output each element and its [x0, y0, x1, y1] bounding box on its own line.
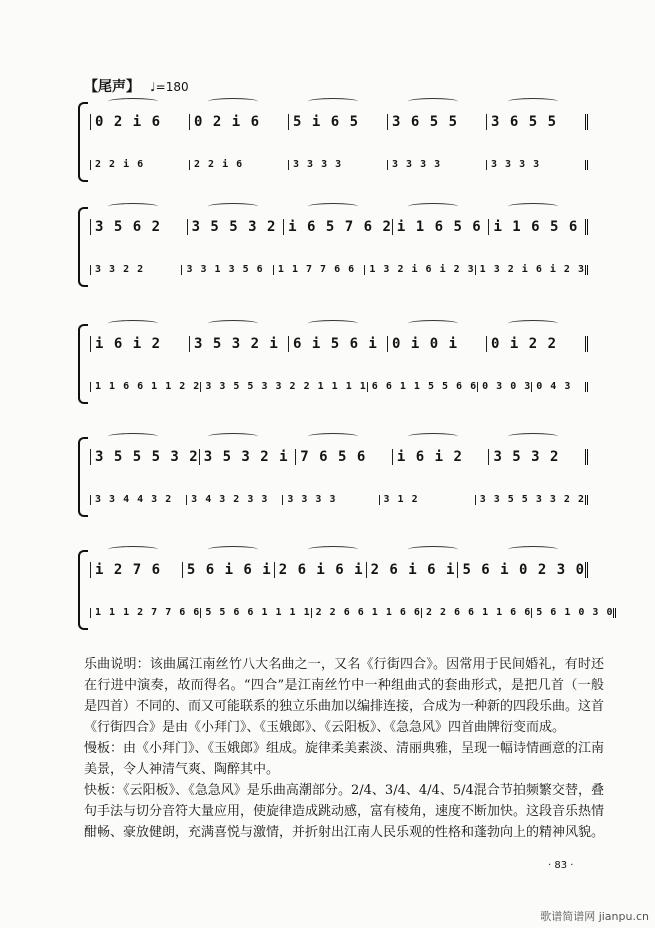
- measure: 2 2 6 6 1 1 6 6: [311, 608, 421, 618]
- slur-mark: [308, 433, 358, 440]
- measure: 3 3 3 3: [486, 160, 588, 170]
- slur-mark: [308, 203, 358, 210]
- measure: 1 1 6 6 1 1 2 2: [90, 382, 200, 392]
- melody-staff: [90, 209, 588, 235]
- measure: 0 4 3: [531, 382, 588, 392]
- slur-mark: [408, 433, 458, 440]
- measure: 3 5 3 2: [488, 449, 588, 465]
- measure: 3 3 3 3: [288, 160, 387, 170]
- slur-mark: [508, 203, 558, 210]
- measure: 2 6 i 6 i: [366, 562, 458, 578]
- slur-mark: [208, 320, 258, 327]
- measure: 3 3 3 3: [387, 160, 486, 170]
- measure: i 6 5 7 6 2: [283, 219, 392, 235]
- slur-mark: [508, 320, 558, 327]
- measure: 5 6 i 0 2 3 0: [457, 562, 588, 578]
- measure: i 1 6 5 6: [488, 219, 588, 235]
- page-number: · 83 ·: [548, 860, 574, 871]
- measure: 6 6 1 1 5 5 6 6: [367, 382, 477, 392]
- accompaniment-staff: [90, 249, 588, 275]
- description-paragraph-2: 慢板：由《小拜门》、《玉娥郎》组成。旋律柔美素淡、清丽典雅，呈现一幅诗情画意的江南美景，令人神清气爽、陶醉其中。: [84, 741, 605, 777]
- score-system: [78, 548, 614, 628]
- system-brace: [78, 324, 88, 404]
- score-system: [78, 205, 588, 285]
- measure: 3 3 3 3: [282, 495, 378, 505]
- score-system: [78, 100, 588, 180]
- melody-staff: [90, 439, 588, 465]
- system-brace: [78, 207, 88, 287]
- measure: 1 1 1 2 7 7 6 6: [90, 608, 200, 618]
- accompaniment-staff: [90, 144, 588, 170]
- measure: 3 3 5 5 3 3 2 2: [475, 495, 588, 505]
- slur-mark: [408, 320, 458, 327]
- measure: 1 1 7 7 6 6: [273, 265, 364, 275]
- slur-mark: [108, 433, 158, 440]
- slur-mark: [208, 546, 258, 553]
- accompaniment-staff: [90, 366, 588, 392]
- measure: 0 2 i 6: [189, 114, 288, 130]
- measure: 3 3 5 5 3 3 2 2 1 1 1 1: [200, 382, 366, 392]
- accompaniment-staff: [90, 479, 588, 505]
- measure: 2 2 6 6 1 1 6 6: [421, 608, 531, 618]
- measure: 3 5 5 5 3 2: [90, 449, 199, 465]
- slur-mark: [208, 203, 258, 210]
- measure: 5 5 6 6 1 1 1 1: [200, 608, 310, 618]
- measure: 3 5 5 3 2: [187, 219, 284, 235]
- slur-mark: [508, 98, 558, 105]
- slur-mark: [108, 320, 158, 327]
- measure: i 6 i 2: [392, 449, 489, 465]
- slur-mark: [108, 203, 158, 210]
- measure: 3 5 6 2: [90, 219, 187, 235]
- melody-staff: [90, 104, 588, 130]
- measure: 5 6 i 6 i: [182, 562, 274, 578]
- measure: 1 3 2 i 6 i 2 3: [364, 265, 474, 275]
- description-paragraph-1: 乐曲说明：该曲属江南丝竹八大名曲之一，又名《行街四合》。因常用于民间婚礼，有时还在行进中演奏，故而得名。“四合”是江南丝竹中一种组曲式的套曲形式，是把几首（一般是四首）不同的、而又可能联系的独立乐曲加以编排连接，合成为一种新的四段乐曲。这首《行街四合》是由《小拜门》、《玉娥郎》、《云阳板》、《急急风》四首曲牌衍变而成。: [84, 657, 605, 735]
- measure: i 2 7 6: [90, 562, 182, 578]
- measure: 0 i 2 2: [486, 336, 588, 352]
- slur-mark: [308, 98, 358, 105]
- accompaniment-staff: [90, 592, 614, 618]
- measure: 3 4 3 2 3 3: [186, 495, 282, 505]
- measure: 3 3 4 4 3 2: [90, 495, 186, 505]
- measure: 3 6 5 5: [387, 114, 486, 130]
- measure: 2 2 i 6: [189, 160, 288, 170]
- measure: 3 3 2 2: [90, 265, 181, 275]
- measure: 6 i 5 6 i: [288, 336, 387, 352]
- slur-mark: [408, 546, 458, 553]
- slur-mark: [508, 546, 558, 553]
- system-brace: [78, 102, 88, 182]
- watermark: 歌谱简谱网 jianpu.cn: [540, 910, 649, 923]
- description-paragraph-3: 快板：《云阳板》、《急急风》是乐曲高潮部分。2/4、3/4、4/4、5/4混合节拍频繁交替，叠句手法与切分音符大量应用，使旋律造成跳动感，富有棱角，速度不断加快。这段音乐热情酣畅、豪放健朗，充满喜悦与激情，并折射出江南人民乐观的性格和蓬勃向上的精神风貌。: [84, 783, 605, 840]
- measure: 3 5 3 2 i: [189, 336, 288, 352]
- slur-mark: [308, 320, 358, 327]
- measure: 1 3 2 i 6 i 2 3: [475, 265, 588, 275]
- slur-mark: [408, 203, 458, 210]
- slur-mark: [108, 546, 158, 553]
- measure: i 1 6 5 6: [392, 219, 489, 235]
- slur-mark: [208, 433, 258, 440]
- measure: 7 6 5 6: [295, 449, 392, 465]
- measure: 2 6 i 6 i: [274, 562, 366, 578]
- measure: 3 1 2: [379, 495, 475, 505]
- score-system: [78, 435, 588, 515]
- measure: 0 3 0 3: [477, 382, 531, 392]
- slur-mark: [408, 98, 458, 105]
- measure: 5 i 6 5: [288, 114, 387, 130]
- melody-staff: [90, 552, 588, 578]
- measure: 3 6 5 5: [486, 114, 588, 130]
- measure: 3 3 1 3 5 6: [181, 265, 272, 275]
- score-system: [78, 322, 588, 402]
- measure: 0 2 i 6: [90, 114, 189, 130]
- system-brace: [78, 437, 88, 517]
- measure: i 6 i 2: [90, 336, 189, 352]
- measure: 0 i 0 i: [387, 336, 486, 352]
- measure: 3 5 3 2 i: [199, 449, 296, 465]
- measure: 2 2 i 6: [90, 160, 189, 170]
- system-brace: [78, 550, 88, 630]
- slur-mark: [308, 546, 358, 553]
- tempo-marking: ♩=180: [150, 80, 189, 94]
- measure: 5 6 1 0 3 0: [531, 608, 616, 618]
- slur-mark: [108, 98, 158, 105]
- section-tag: 【尾声】: [84, 79, 140, 95]
- slur-mark: [508, 433, 558, 440]
- slur-mark: [208, 98, 258, 105]
- melody-staff: [90, 326, 588, 352]
